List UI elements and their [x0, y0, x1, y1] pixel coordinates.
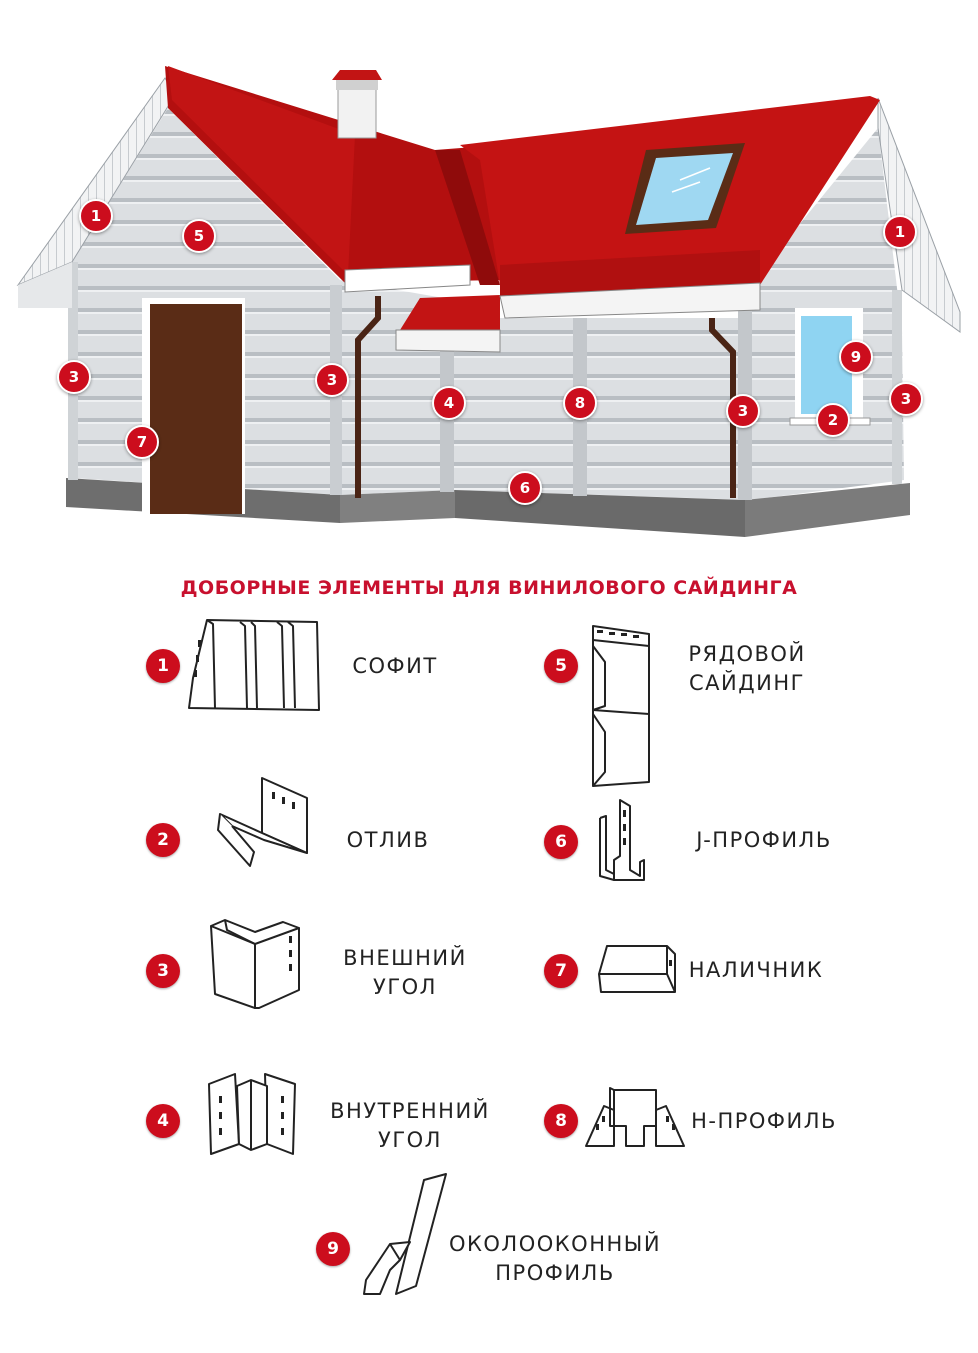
legend-label-8: Н-ПРОФИЛЬ — [691, 1109, 837, 1133]
legend-label-1: СОФИТ — [352, 654, 438, 678]
legend-label-2: ОТЛИВ — [346, 828, 430, 852]
legend-badge-5: 5 — [544, 649, 578, 683]
outside-corner-icon — [205, 920, 305, 1010]
house-marker-corner-left: 3 — [57, 360, 91, 394]
window-trim-icon — [595, 944, 685, 994]
legend-label-3: ВНЕШНИЙ УГОЛ — [343, 946, 467, 999]
house-marker-window-profile: 9 — [839, 340, 873, 374]
window-profile-icon — [360, 1174, 450, 1296]
house-marker-corner-middle: 3 — [315, 363, 349, 397]
h-profile-icon — [584, 1086, 686, 1151]
siding-panel-icon — [585, 622, 655, 792]
inside-corner-icon — [205, 1072, 300, 1157]
legend-badge-9: 9 — [316, 1232, 350, 1266]
house-marker-inside-corner: 4 — [432, 386, 466, 420]
house-marker-j-channel: 6 — [508, 471, 542, 505]
house-marker-window-trim: 7 — [125, 425, 159, 459]
house-marker-drip-edge: 2 — [816, 403, 850, 437]
j-channel-icon — [596, 800, 648, 882]
page-title: ДОБОРНЫЕ ЭЛЕМЕНТЫ ДЛЯ ВИНИЛОВОГО САЙДИНГА — [180, 577, 798, 599]
legend-badge-4: 4 — [146, 1104, 180, 1138]
legend-badge-7: 7 — [544, 954, 578, 988]
house-marker-corner-right: 3 — [889, 382, 923, 416]
legend-badge-3: 3 — [146, 954, 180, 988]
house-marker-soffit-right: 1 — [883, 215, 917, 249]
legend-badge-6: 6 — [544, 825, 578, 859]
legend-label-7: НАЛИЧНИК — [688, 958, 824, 982]
legend-badge-8: 8 — [544, 1104, 578, 1138]
legend-badge-2: 2 — [146, 823, 180, 857]
legend-label-6: J-ПРОФИЛЬ — [696, 828, 832, 852]
legend-label-4: ВНУТРЕННИЙ УГОЛ — [330, 1099, 490, 1152]
soffit-panel-icon — [185, 620, 325, 715]
legend-label-5: РЯДОВОЙ САЙДИНГ — [688, 642, 806, 695]
drip-edge-icon — [212, 778, 312, 873]
house-marker-soffit-left: 1 — [79, 199, 113, 233]
house-illustration — [0, 0, 978, 560]
legend-label-9: ОКОЛООКОННЫЙ ПРОФИЛЬ — [448, 1232, 662, 1285]
house-marker-corner-downpipe: 3 — [726, 394, 760, 428]
house-marker-h-profile: 8 — [563, 386, 597, 420]
house-marker-siding: 5 — [182, 219, 216, 253]
legend-badge-1: 1 — [146, 649, 180, 683]
